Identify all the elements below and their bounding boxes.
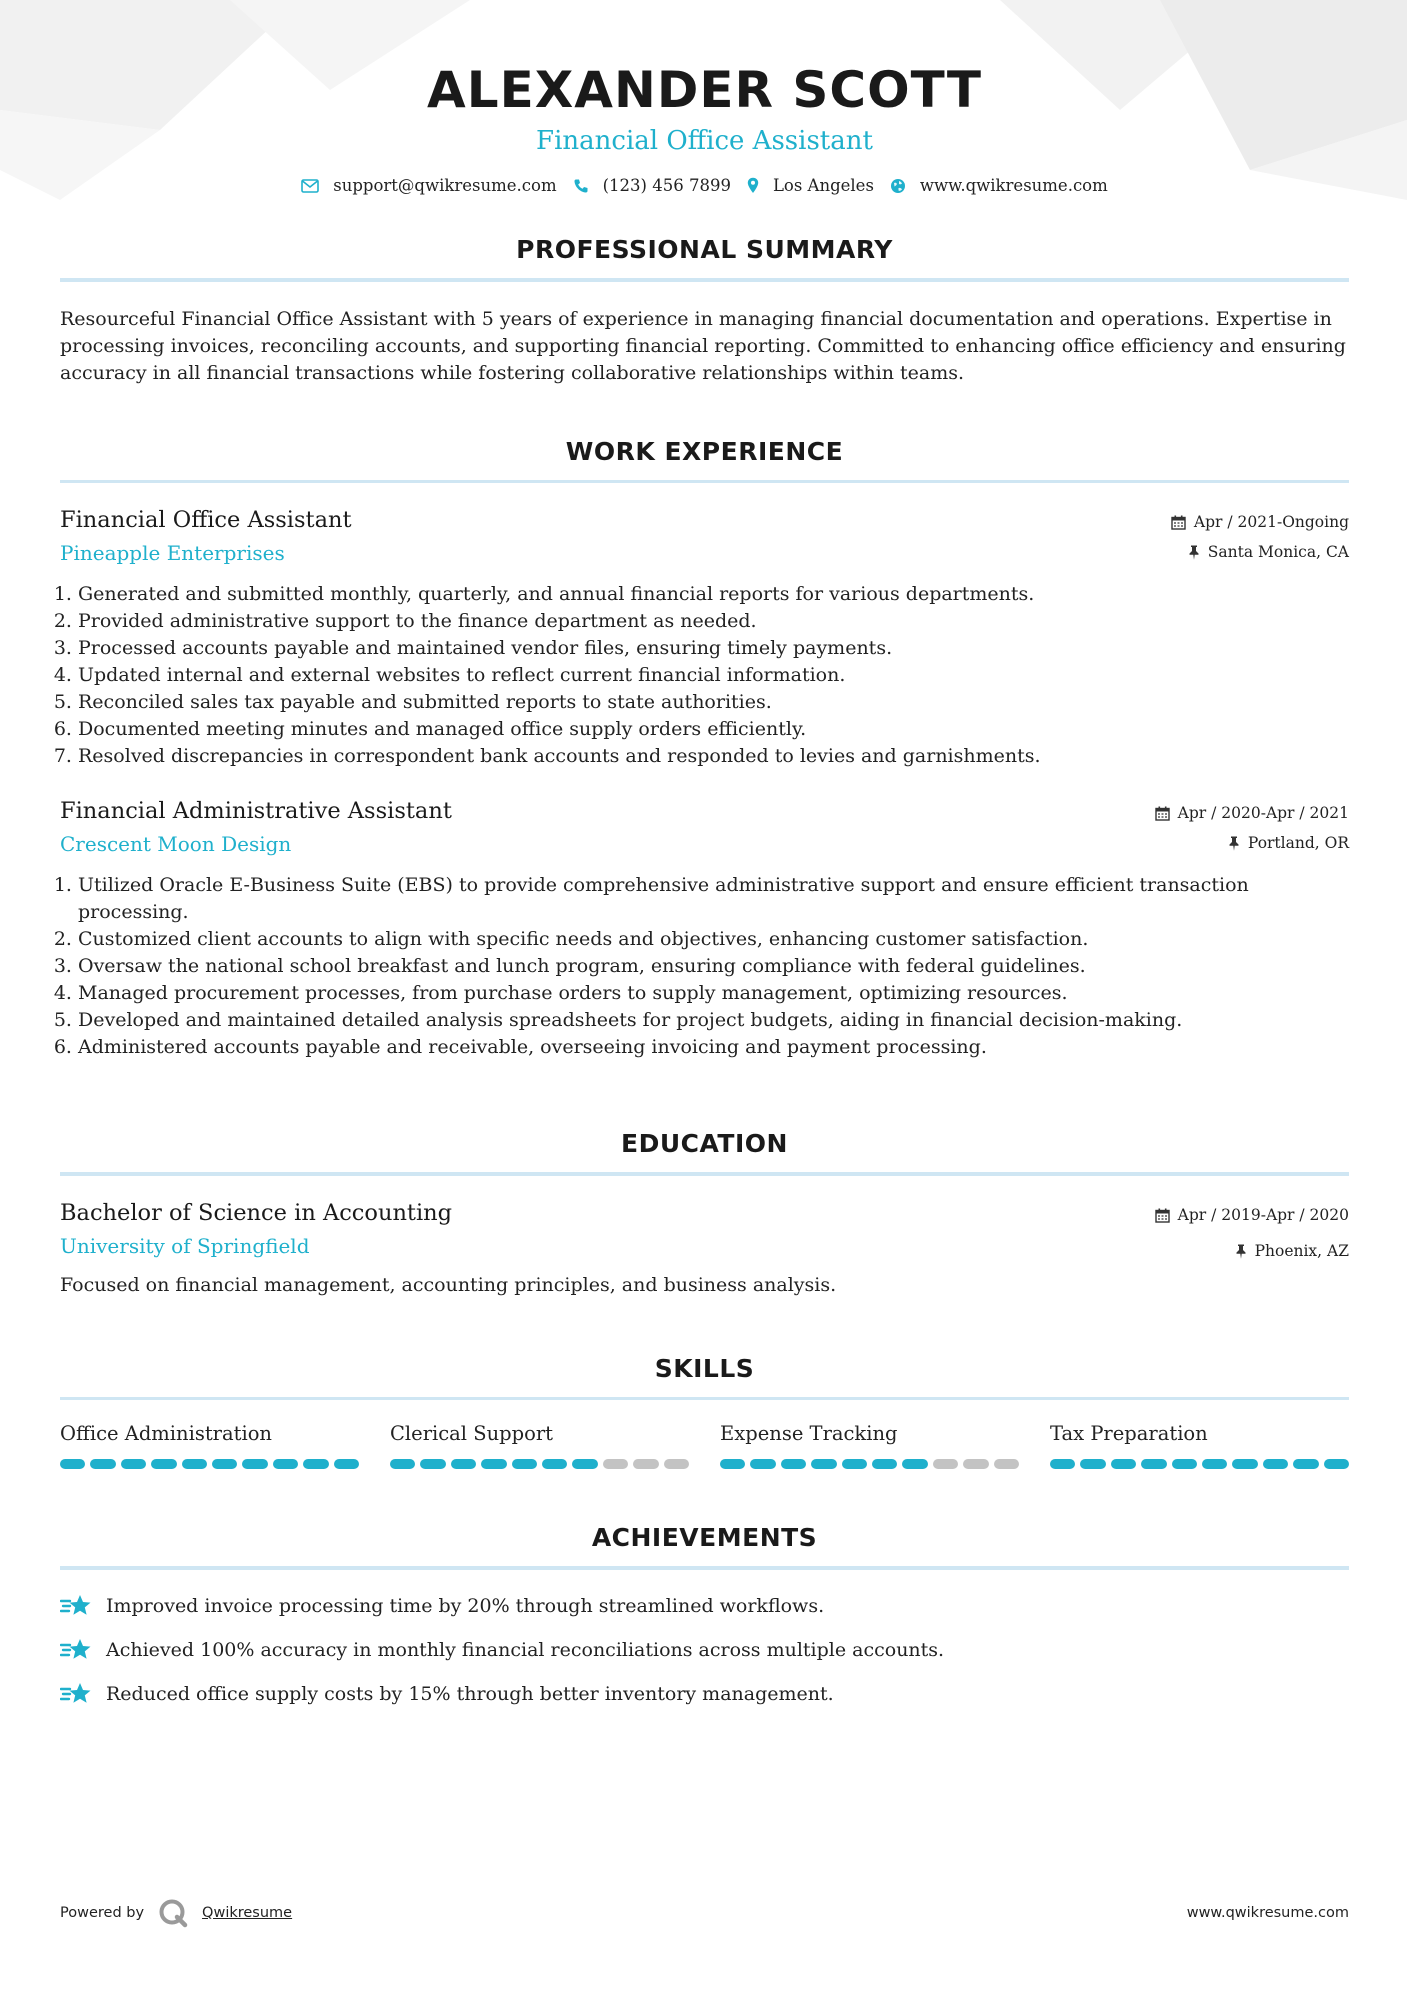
job-bullet: 4. Updated internal and external websites to reflect current financial information. — [78, 662, 1349, 689]
job-bullet: 6. Documented meeting minutes and managed office supply orders efficiently. — [78, 716, 1349, 743]
skill-dot-filled — [1172, 1459, 1197, 1469]
job-title: Financial Administrative Assistant — [60, 798, 452, 824]
shooting-star-icon — [60, 1636, 92, 1664]
skill-name: Office Administration — [60, 1422, 272, 1445]
job-title: Financial Office Assistant — [60, 507, 352, 533]
achievements-section — [60, 1523, 1349, 1716]
job-bullet: 3. Processed accounts payable and maintained vendor files, ensuring timely payments. — [78, 635, 1349, 662]
achievements-heading: ACHIEVEMENTS — [591, 1523, 818, 1552]
skill-dot-filled — [334, 1459, 359, 1469]
contact-location — [747, 176, 874, 195]
job-bullet: 2. Customized client accounts to align with specific needs and objectives, enhancing customer satisfaction. — [78, 926, 1349, 953]
calendar-icon — [1155, 1208, 1170, 1223]
skill-name: Expense Tracking — [720, 1422, 898, 1445]
skill-dot-filled — [1111, 1459, 1136, 1469]
job-entry — [60, 796, 1349, 1061]
job-location-text: Portland, OR — [1247, 834, 1349, 852]
summary-heading: PROFESSIONAL SUMMARY — [516, 235, 893, 264]
skill-dot-filled — [242, 1459, 267, 1469]
summary-section — [60, 235, 1349, 387]
job-entry — [60, 505, 1349, 770]
powered-by-label: Powered by — [60, 1905, 145, 1921]
section-divider — [60, 278, 1349, 282]
skill-dot-filled — [1080, 1459, 1105, 1469]
pushpin-icon — [1188, 545, 1200, 560]
job-company: Pineapple Enterprises — [60, 541, 285, 565]
experience-heading: WORK EXPERIENCE — [565, 437, 844, 466]
job-bullet: 2. Provided administrative support to the finance department as needed. — [78, 608, 1349, 635]
skill-dot-filled — [481, 1459, 506, 1469]
skills-list — [60, 1422, 1349, 1469]
website-text: www.qwikresume.com — [919, 176, 1108, 195]
skill-name: Clerical Support — [390, 1422, 554, 1445]
calendar-icon — [1171, 515, 1186, 530]
job-bullet: 1. Generated and submitted monthly, quarterly, and annual financial reports for various departments. — [78, 581, 1349, 608]
skill-dot-filled — [842, 1459, 867, 1469]
qwikresume-logo-icon — [158, 1898, 188, 1928]
shooting-star-icon — [60, 1680, 92, 1708]
education-section — [60, 1129, 1349, 1296]
skill-dot-empty — [933, 1459, 958, 1469]
skill-item — [60, 1422, 359, 1469]
contact-phone[interactable] — [573, 176, 731, 195]
skill-dot-filled — [151, 1459, 176, 1469]
job-bullet: 4. Managed procurement processes, from purchase orders to supply management, optimizing resources. — [78, 980, 1349, 1007]
skill-dot-filled — [60, 1459, 85, 1469]
candidate-name: ALEXANDER SCOTT — [427, 61, 982, 119]
skill-item — [720, 1422, 1019, 1469]
skill-dot-filled — [90, 1459, 115, 1469]
job-bullets — [60, 872, 1349, 1061]
achievement-text: Reduced office supply costs by 15% through better inventory management. — [106, 1683, 834, 1705]
school-name: University of Springfield — [60, 1234, 310, 1258]
job-bullet: 1. Utilized Oracle E-Business Suite (EBS) to provide comprehensive administrative support and ensure efficient transaction processing. — [78, 872, 1349, 926]
job-bullet: 3. Oversaw the national school breakfast and lunch program, ensuring compliance with federal guidelines. — [78, 953, 1349, 980]
education-heading: EDUCATION — [621, 1129, 788, 1158]
skill-meter — [390, 1459, 689, 1469]
phone-icon — [573, 178, 589, 194]
education-description: Focused on financial management, accounting principles, and business analysis. — [60, 1274, 837, 1296]
skill-meter — [720, 1459, 1019, 1469]
contact-website[interactable] — [890, 176, 1108, 195]
skill-dot-filled — [781, 1459, 806, 1469]
education-dates — [1155, 1202, 1349, 1228]
job-bullet: 6. Administered accounts payable and receivable, overseeing invoicing and payment processing. — [78, 1034, 1349, 1061]
section-divider — [60, 480, 1349, 483]
skill-dot-empty — [664, 1459, 689, 1469]
skill-name: Tax Preparation — [1050, 1422, 1208, 1445]
skill-dot-filled — [182, 1459, 207, 1469]
pushpin-icon — [1228, 836, 1240, 851]
skill-dot-filled — [420, 1459, 445, 1469]
skill-dot-filled — [212, 1459, 237, 1469]
contact-email[interactable] — [301, 176, 556, 195]
skill-dot-filled — [811, 1459, 836, 1469]
section-divider — [60, 1566, 1349, 1570]
map-pin-icon — [747, 177, 759, 194]
job-bullet: 5. Developed and maintained detailed analysis spreadsheets for project budgets, aiding in financial decision-making. — [78, 1007, 1349, 1034]
skill-item — [1050, 1422, 1349, 1469]
job-location — [1155, 830, 1349, 856]
skill-dot-empty — [963, 1459, 988, 1469]
skill-dot-filled — [572, 1459, 597, 1469]
phone-text: (123) 456 7899 — [602, 176, 731, 195]
job-company: Crescent Moon Design — [60, 832, 292, 856]
job-dates — [1171, 509, 1349, 535]
contact-bar — [60, 176, 1349, 195]
footer-url[interactable]: www.qwikresume.com — [1186, 1905, 1349, 1921]
skill-dot-empty — [994, 1459, 1019, 1469]
location-text: Los Angeles — [772, 176, 874, 195]
skill-dot-filled — [872, 1459, 897, 1469]
skill-meter — [1050, 1459, 1349, 1469]
education-location-text: Phoenix, AZ — [1254, 1242, 1349, 1260]
skill-dot-empty — [603, 1459, 628, 1469]
achievement-item — [60, 1672, 1349, 1716]
skill-dot-filled — [1293, 1459, 1318, 1469]
education-dates-text: Apr / 2019-Apr / 2020 — [1177, 1206, 1349, 1224]
job-bullet: 5. Reconciled sales tax payable and submitted reports to state authorities. — [78, 689, 1349, 716]
skill-dot-filled — [902, 1459, 927, 1469]
skill-dot-filled — [720, 1459, 745, 1469]
skills-section — [60, 1354, 1349, 1469]
achievements-list — [60, 1584, 1349, 1716]
job-dates — [1155, 800, 1349, 826]
achievement-item — [60, 1628, 1349, 1672]
degree-title: Bachelor of Science in Accounting — [60, 1200, 453, 1226]
skill-dot-filled — [303, 1459, 328, 1469]
job-location-text: Santa Monica, CA — [1207, 543, 1349, 561]
skill-meter — [60, 1459, 359, 1469]
skills-heading: SKILLS — [654, 1354, 755, 1383]
achievement-text: Achieved 100% accuracy in monthly financial reconciliations across multiple accounts. — [106, 1639, 945, 1661]
job-bullets — [60, 581, 1349, 770]
page-footer — [60, 1898, 1349, 1928]
skill-dot-filled — [1050, 1459, 1075, 1469]
skill-dot-filled — [542, 1459, 567, 1469]
skill-dot-filled — [1263, 1459, 1288, 1469]
skill-dot-filled — [512, 1459, 537, 1469]
calendar-icon — [1155, 806, 1170, 821]
brand-link[interactable]: Qwikresume — [202, 1905, 293, 1921]
job-dates-text: Apr / 2020-Apr / 2021 — [1177, 804, 1349, 822]
job-bullet: 7. Resolved discrepancies in correspondent bank accounts and responded to levies and garnishments. — [78, 743, 1349, 770]
globe-icon — [890, 178, 906, 194]
job-location — [1171, 539, 1349, 565]
skill-dot-filled — [1324, 1459, 1349, 1469]
resume-page — [60, 0, 1349, 1716]
skill-dot-filled — [273, 1459, 298, 1469]
experience-section — [60, 437, 1349, 1061]
shooting-star-icon — [60, 1592, 92, 1620]
candidate-title: Financial Office Assistant — [536, 126, 873, 156]
skill-dot-filled — [121, 1459, 146, 1469]
achievement-text: Improved invoice processing time by 20% through streamlined workflows. — [106, 1595, 825, 1617]
skill-dot-filled — [750, 1459, 775, 1469]
section-divider — [60, 1172, 1349, 1176]
skill-dot-empty — [633, 1459, 658, 1469]
envelope-icon — [301, 179, 319, 193]
skill-dot-filled — [451, 1459, 476, 1469]
skill-dot-filled — [1202, 1459, 1227, 1469]
section-divider — [60, 1397, 1349, 1400]
skill-dot-filled — [1232, 1459, 1257, 1469]
summary-text: Resourceful Financial Office Assistant with 5 years of experience in managing financial documentation and operations. Expertise in processing invoices, reconciling accounts, and supporting financial reporting. Committed to enhancing office efficiency and ensuring accuracy in all financial transactions while fostering collaborative relationships within teams. — [60, 308, 1346, 384]
email-text: support@qwikresume.com — [333, 176, 557, 195]
achievement-item — [60, 1584, 1349, 1628]
education-entry — [60, 1198, 1349, 1296]
resume-header — [60, 0, 1349, 195]
pushpin-icon — [1235, 1244, 1247, 1259]
job-dates-text: Apr / 2021-Ongoing — [1193, 513, 1349, 531]
skill-dot-filled — [390, 1459, 415, 1469]
skill-item — [390, 1422, 689, 1469]
skill-dot-filled — [1141, 1459, 1166, 1469]
education-location — [1155, 1238, 1349, 1264]
